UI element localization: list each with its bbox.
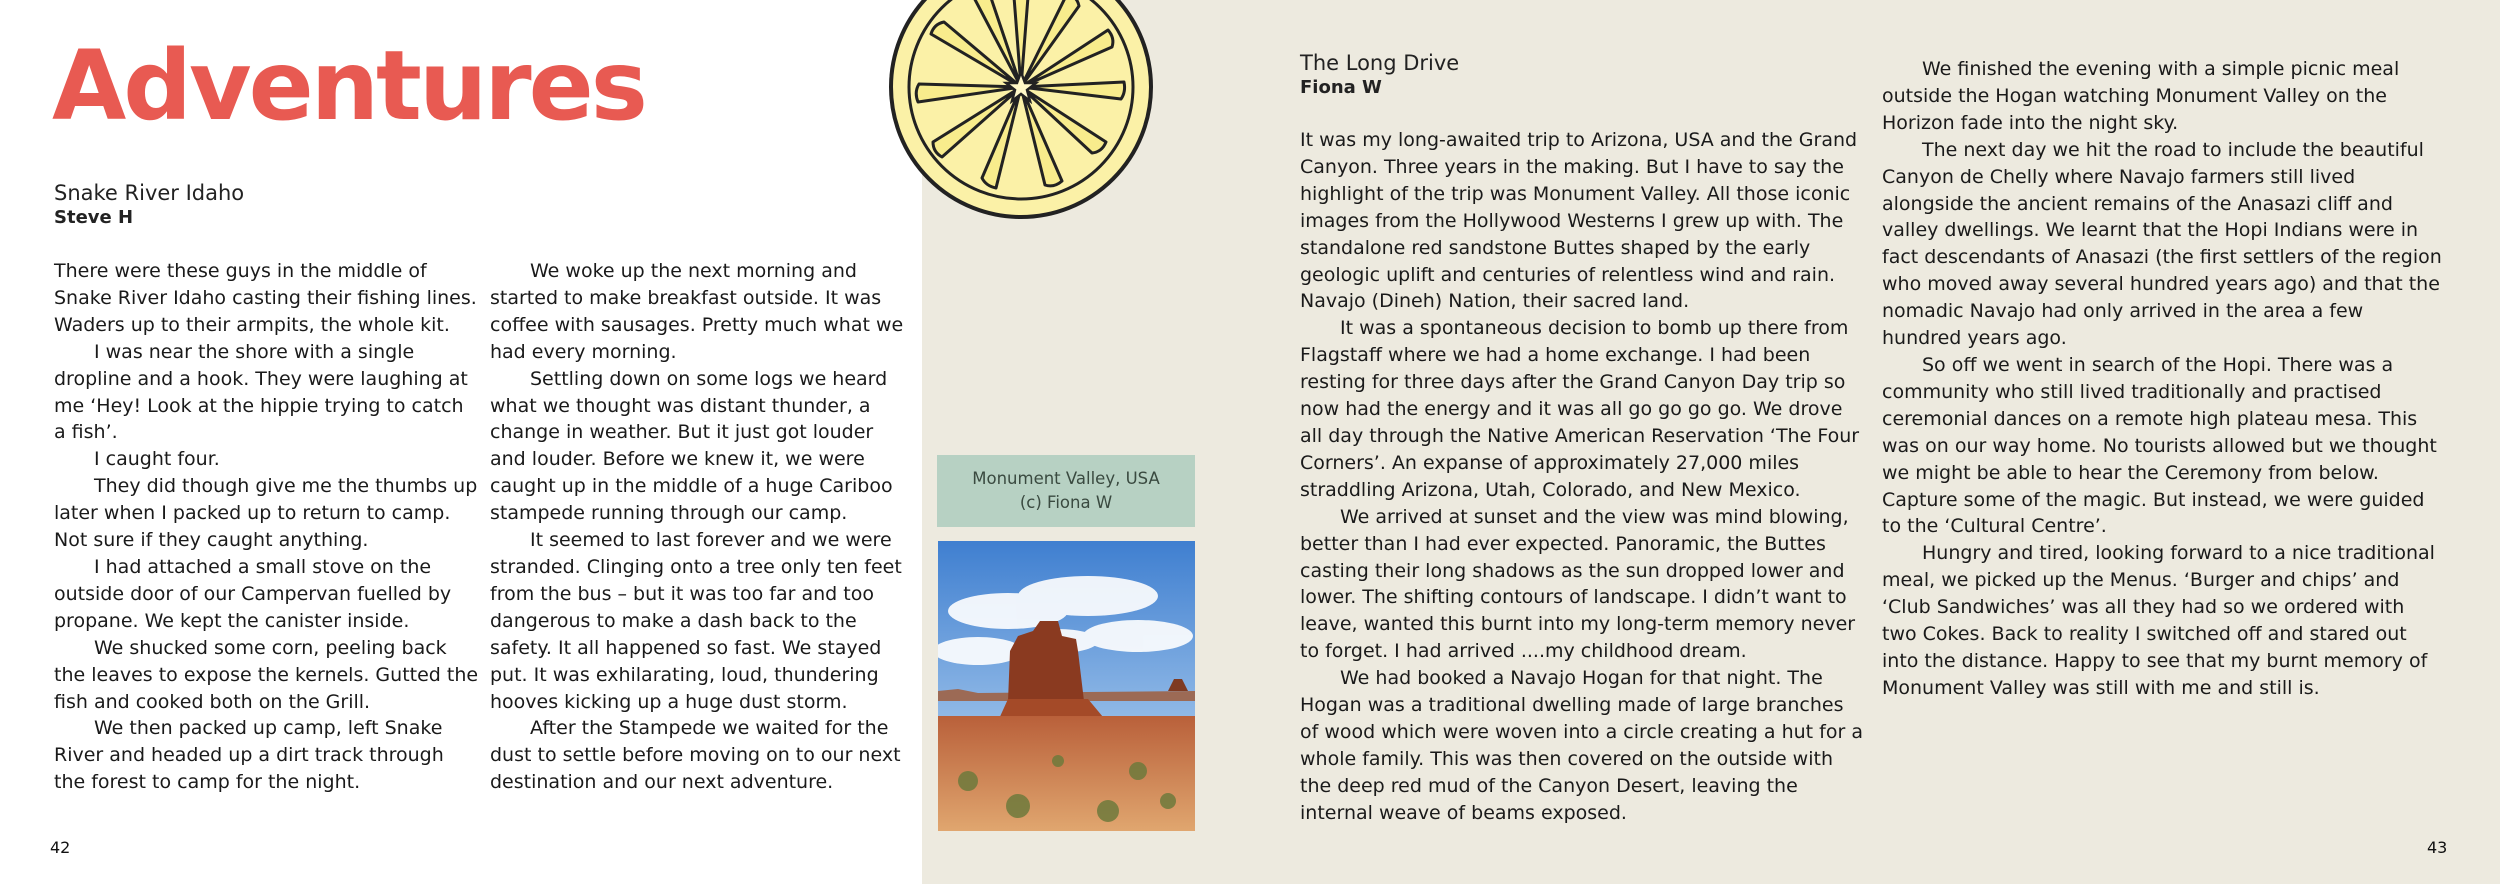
paragraph: It was my long-awaited trip to Arizona, USA and the Grand Canyon. Three years in the making. But I have to say the highlight of the trip was Monument Valley. All those iconic images from the Hollywood Westerns I grew up with. The standalone red sandstone Buttes shaped by the early geologic uplift and centuries of relentless wind and rain. Navajo (Dineh) Nation, their sacred land. (1300, 129, 1858, 313)
paragraph: We then packed up camp, left Snake River and headed up a dirt track through the forest to camp for the night. (54, 717, 444, 794)
page-number-right: 43 (2427, 838, 2448, 857)
photo-caption: Monument Valley, USA (c) Fiona W (937, 455, 1195, 527)
page-number-left: 42 (50, 838, 71, 857)
paragraph: I was near the shore with a single dropline and a hook. They were laughing at me ‘Hey! Look at the hippie trying to catch a fish’. (54, 340, 468, 444)
paragraph: After the Stampede we waited for the dust to settle before moving on to our next destination and our next adventure. (490, 717, 901, 794)
paragraph: We arrived at sunset and the view was mind blowing, better than I had ever expected. Panoramic, the Buttes casting their long shadows as the sun dropped lower and lower. The shifting contours of landscape. I didn’t want to leave, wanted this burnt into my long-term memory never to forget. I had arrived ....my childhood dream. (1300, 505, 1856, 663)
article-heading-snake-river: Snake River Idaho (54, 181, 245, 205)
paragraph: We had booked a Navajo Hogan for that night. The Hogan was a traditional dwelling made of large branches of wood which were woven into a circle creating a hut for a whole family. This was then covered on the outside with the deep red mud of the Canyon Desert, leaving the internal weave of beams exposed. (1300, 667, 1863, 824)
paragraph: Settling down on some logs we heard what we thought was distant thunder, a change in weather. But it just got louder and louder. Before we knew it, we were caught up in the middle of a huge Cariboo stampede running through our camp. (490, 367, 893, 525)
paragraph: I had attached a small stove on the outside door of our Campervan fuelled by propane. We kept the canister inside. (54, 555, 452, 632)
paragraph: There were these guys in the middle of Snake River Idaho casting their fishing lines. Waders up to their armpits, the whole kit. (54, 260, 477, 336)
paragraph: It seemed to last forever and we were stranded. Clinging onto a tree only ten feet from the bus – but it was too far and too dangerous to make a dash back to the safety. It all happened so fast. We stayed put. It was exhilarating, loud, thundering hooves kicking up a huge dust storm. (490, 529, 902, 713)
paragraph: We woke up the next morning and started to make breakfast outside. It was coffee with sausages. Pretty much what we had every morning. (490, 260, 904, 363)
paragraph: We shucked some corn, peeling back the leaves to expose the kernels. Gutted the fish and cooked both on the Grill. (54, 636, 479, 713)
article1-column1 (54, 258, 479, 796)
lemon-slice-illustration (876, 0, 1166, 236)
article-author-steve: Steve H (54, 207, 134, 228)
monument-valley-photo-icon (938, 541, 1195, 831)
paragraph: We finished the evening with a simple picnic meal outside the Hogan watching Monument Valley on the Horizon fade into the night sky. (1882, 58, 2400, 134)
article1-column2 (490, 258, 910, 796)
article-author-fiona: Fiona W (1300, 77, 1382, 98)
lemon-slice-icon (876, 0, 1166, 232)
paragraph: Hungry and tired, looking forward to a nice traditional meal, we picked up the Menus. ‘Burger and chips’ and ‘Club Sandwiches’ was all they had so we ordered with two Cokes. Back to reality I switched off and stared out into the distance. Happy to see that my burnt memory of Monument Valley was still with me and still is. (1882, 542, 2435, 699)
article2-column2 (1882, 56, 2442, 702)
article-heading-long-drive: The Long Drive (1300, 51, 1460, 75)
paragraph: I caught four. (94, 448, 220, 471)
paragraph: The next day we hit the road to include the beautiful Canyon de Chelly where Navajo farmers still lived alongside the ancient remains of the Anasazi cliff and valley dwellings. We learnt that the Hopi Indians were in fact descendants of Anasazi (the first settlers of the region who moved away several hundred years ago) and that the nomadic Navajo had only arrived in the area a few hundred years ago. (1882, 138, 2442, 350)
paragraph: So off we went in search of the Hopi. There was a community who still lived traditionally and practised ceremonial dances on a remote high plateau mesa. This was on our way home. No tourists allowed but we thought we might be able to hear the Ceremony from below. Capture some of the magic. But instead, we were guided to the ‘Cultural Centre’. (1882, 353, 2437, 538)
monument-valley-photo (938, 541, 1195, 831)
page-title: Adventures (52, 30, 645, 142)
paragraph: They did though give me the thumbs up later when I packed up to return to camp. Not sure if they caught anything. (54, 475, 478, 552)
paragraph: It was a spontaneous decision to bomb up there from Flagstaff where we had a home exchange. I had been resting for three days after the Grand Canyon Day trip so now had the energy and it was all go go go go. We drove all day through the Native American Reservation ‘The Four Corners’. An expanse of approximately 27,000 miles straddling Arizona, Utah, Colorado, and New Mexico. (1300, 317, 1860, 501)
article2-column1 (1300, 127, 1865, 827)
